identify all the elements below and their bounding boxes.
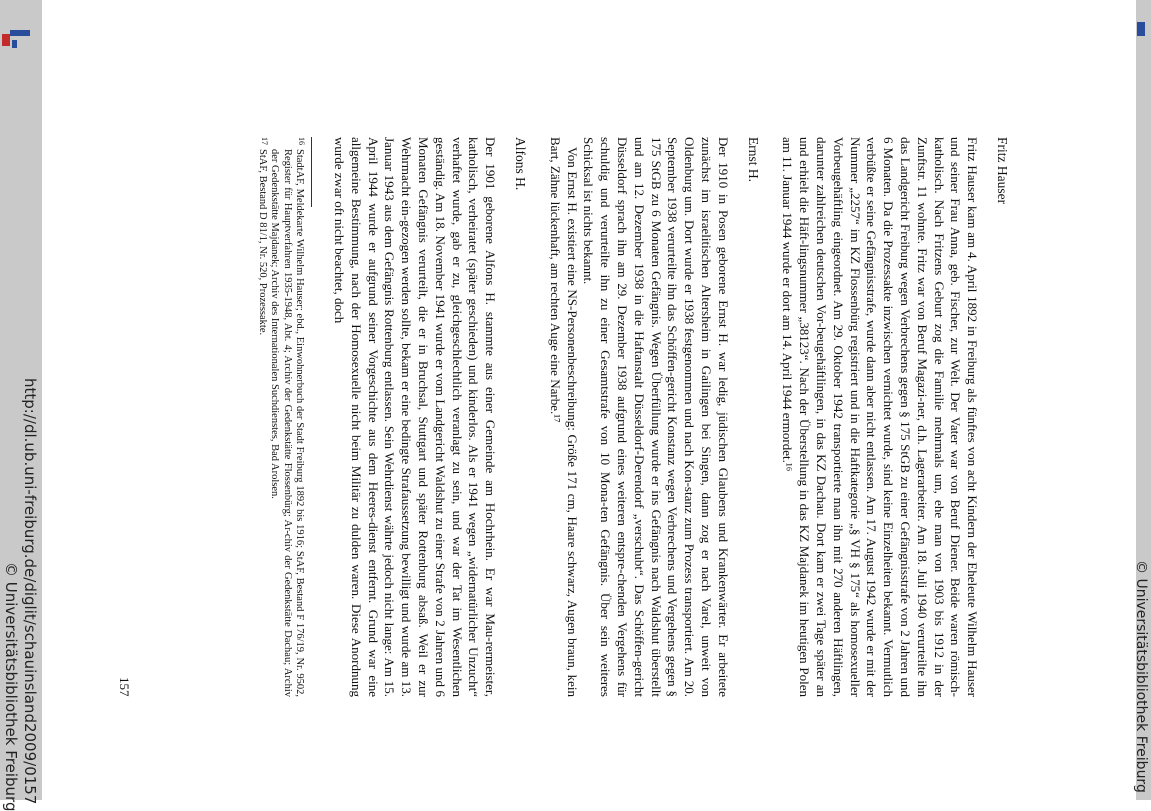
section-heading: Alfons H.: [513, 137, 529, 191]
book-page: [117, 137, 1010, 697]
paragraph: Fritz Hauser kam am 4. April 1892 in Freiburg als fünftes von acht Kindern der Eheleute Wilhelm Hauser und seiner Frau Anna, geb. Fischer, zur Welt. Der Vater war von Beruf Diener. Beide waren römisch-katholisch. Nach Fritzens Geburt zog die Familie mehrmals um, ehe man von 1903 bis 1912 in der Zunftstr. 11 wohnte. Fritz war von Beruf Magazi-ner, d.h. Lagerarbeiter. Am 18. Juli 1940 verurteilte ihn das Landgericht Freiburg wegen Verbrechens gegen § 175 StGB zu einer Gefängnisstrafe von 2 Jahren und 6 Monaten. Da die Prozessakte inzwischen vernichtet wurde, sind keine Einzelheiten bekannt. Vermutlich verbüßte er seine Gefängnisstrafe, wurde dann aber nicht entlassen. Am 17. August 1942 wurde er mit der Nummer „2257“ im KZ Flossenbürg registriert und in die Haftkategorie „§ VH § 175“ als homosexueller Vorbeugehäftling eingeordnet. Am 29. Oktober 1942 transportierte man ihn mit 270 anderen Häftlingen, darunter zahlreichen deutschen Vor-beugehäftlingen, in das KZ Dachau. Dort kam er zwei Tage später an und erhielt die Häft-lingsnummer „38123“. Nach der Überstellung in das KZ Majdanek im heutigen Polen am 11. Januar 1944 wurde er dort am 14. April 1944 ermordet.¹⁶: [780, 137, 981, 697]
section-heading: Fritz Hauser: [995, 137, 1010, 205]
footnote-number: 17: [259, 137, 269, 145]
color-marker-blue: [1137, 22, 1145, 36]
paragraph: Der 1901 geborene Alfons H. stammte aus einer Gemeinde am Hochrhein. Er war Mau-rermeister, katholisch, verheiratet (später geschieden) und kinderlos. Als er 1941 wegen „widernatürlicher Unzucht“ verhaftet wurde, gab er zu, gleichgeschlechtlich veranlagt zu sein, und war der Tat im Wesentlichen geständig. Am 18. November 1941 wurde er vom Landgericht Waldshut zu einer Strafe von 2 Jahren und 6 Monaten Gefängnis verurteilt, die er in Bruchsal, Stuttgart und später Rottenburg absaß. Weil er zur Wehrmacht ein-gezogen werden sollte, bekam er eine bedingte Strafaussetzung bewilligt und wurde am 13. Januar 1943 aus dem Gefängnis Rottenburg entlassen. Sein Wehrdienst währte jedoch nicht lange: Am 15. April 1944 wurde er aufgrund seiner Vorgeschichte aus dem Heeres-dienst entfernt. Grund war eine allgemeine Bestimmung, nach der Homosexuelle nicht beim Militär zu dulden waren. Diese Anordnung wurde zwar oft nicht beachtet, doch: [332, 137, 499, 697]
watermark-copyright: © Universitätsbibliothek Freiburg: [2, 562, 20, 811]
footnote-divider: [311, 137, 312, 207]
footnote-number: 16: [297, 137, 307, 145]
watermark-copyright-right: © Universitätsbibliothek Freiburg: [1133, 560, 1149, 793]
footnote-text: StAF, Bestand D 81/1, Nr. 520, Prozessakte.: [256, 149, 268, 336]
footnote: [255, 137, 268, 697]
color-marker-red: [2, 34, 10, 46]
paragraph: Der 1910 in Posen geborene Ernst H. war ledig, jüdischen Glaubens und Krankenwärter. Er arbeitete zunächst im israelitischen Altersheim in Gailingen bei Singen, dann zog er nach Varel, unweit von Oldenburg um. Dort wurde er 1938 festgenommen und nach Kon-stanz zum Prozess transportiert. Am 20. September 1938 verurteilte ihn das Schöffen-gericht Konstanz wegen Verbrechens und Vergehens gegen § 175 StGB zu 6 Monaten Gefängnis. Wegen Überfüllung wurde er ins Gefängnis nach Waldshut überstellt und am 12. Dezember 1938 in die Haftanstalt Düsseldorf-Derendorf „verschubt“. Das Schöffen-gericht Düsseldorf sprach ihn am 29. Dezember 1938 aufgrund eines weiteren entspre-chenden Vergehens für schuldig und verurteilte ihn zu einer Gesamtstrafe von 10 Mona-ten Gefängnis. Über sein weiteres Schicksal ist nichts bekannt.: [581, 137, 731, 697]
section-ernst-h: [546, 137, 761, 697]
color-marker-blue: [10, 30, 30, 36]
watermark-url: http://dl.ub.uni-freiburg.de/diglit/schauinsland2009/0157: [21, 378, 39, 805]
page-number: 157: [117, 677, 132, 697]
section-alfons-h: [330, 137, 528, 697]
section-fritz-hauser: [779, 137, 1010, 697]
color-marker-blue: [12, 40, 17, 48]
paragraph: Von Ernst H. existiert eine NS-Personenbeschreibung: Größe 171 cm, Haare schwarz, Augen braun, kein Bart, Zähne lückenhaft, am rechten Auge eine Narbe.¹⁷: [547, 137, 580, 697]
section-heading: Ernst H.: [745, 137, 761, 182]
footnote-text: StadtAF, Meldekarte Wilhelm Hauser; ebd., Einwohnerbuch der Stadt Freiburg 1892 bis 1916; StAF, Bestand F 176/19, Nr. 9502, Register für Hauptverfahren 1935-1948, Abt. 4; Archiv der Gedenkstätte Flossenbürg; Ar-chiv der Gedenkstätte Dachau; Archiv der Gedenkstätte Majdanek; Archiv des Internationalen Suchdienstes, Bad Arolsen.: [269, 149, 306, 697]
footnote: [268, 137, 306, 697]
